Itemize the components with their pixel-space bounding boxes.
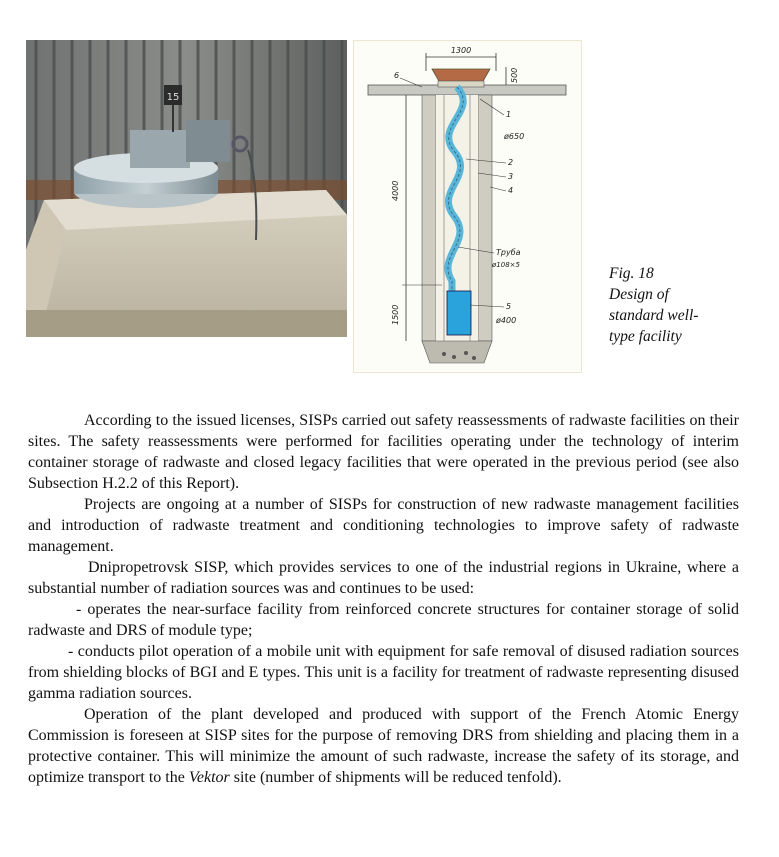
caption-line: type facility [609,328,682,345]
photo-sign-label: 15 [166,92,180,103]
body-text [28,410,739,788]
bullet-mobile-unit: - conducts pilot operation of a mobile unit with equipment for safe removal of disused radiation sources from shielding blocks of BGI and E types. This unit is a facility for treatment of radwaste representing disused gamma radiation sources. [28,643,739,702]
vektor-site-name: Vektor [188,769,230,786]
callout-6: 6 [394,71,400,80]
dim-top-depth: 500 [510,67,519,83]
caption-line: standard well- [609,307,699,324]
callout-dia-650: ø650 [504,132,525,141]
operation-text-end: site (number of shipments will be reduced tenfold). [229,769,562,786]
figure-caption [609,263,739,347]
callout-4: 4 [508,186,514,195]
caption-line: Fig. 18 [609,265,654,282]
paragraph-operation [28,704,739,788]
callout-pipe-size: ø108×5 [492,261,520,269]
paragraph-projects: Projects are ongoing at a number of SISPs for construction of new radwaste management facilities and introduction of radwaste treatment and conditioning technologies to improve safety of radwaste management. [28,496,739,555]
facility-photo-image [26,40,347,337]
paragraph-licenses: According to the issued licenses, SISPs carried out safety reassessments of radwaste facilities on their sites. The safety reassessments were performed for facilities operating under the technology of interim container storage of radwaste and closed legacy facilities that were operated in the previous period (see also Subsection H.2.2 of this Report). [28,412,739,492]
dim-bottom-depth: 1500 [391,304,400,325]
caption-line: Design of [609,286,669,303]
callout-pipe-label: Труба [496,248,521,257]
facility-photo [26,40,347,337]
dim-shaft-depth: 4000 [391,180,400,201]
callout-1: 1 [506,110,512,119]
callout-5: 5 [506,302,512,311]
callout-2: 2 [508,158,514,167]
paragraph-dnipropetrovsk: Dnipropetrovsk SISP, which provides services to one of the industrial regions in Ukraine, where a substantial number of radiation sources was and continues to be used: [28,559,739,597]
bullet-near-surface: - operates the near-surface facility from reinforced concrete structures for container storage of solid radwaste and DRS of module type; [28,601,739,639]
well-design-diagram [353,40,582,373]
callout-3: 3 [508,172,514,181]
dim-top-width: 1300 [450,46,472,55]
callout-dia-400: ø400 [496,316,517,325]
operation-text-start: Operation of the plant developed and produced with support of the French Atomic Energy Commission is foreseen at SISP sites for the purpose of removing DRS from shielding and placing them in a protective container. This will minimize the amount of such radwaste, increase the safety of its storage, and optimize transport to the [28,706,739,786]
